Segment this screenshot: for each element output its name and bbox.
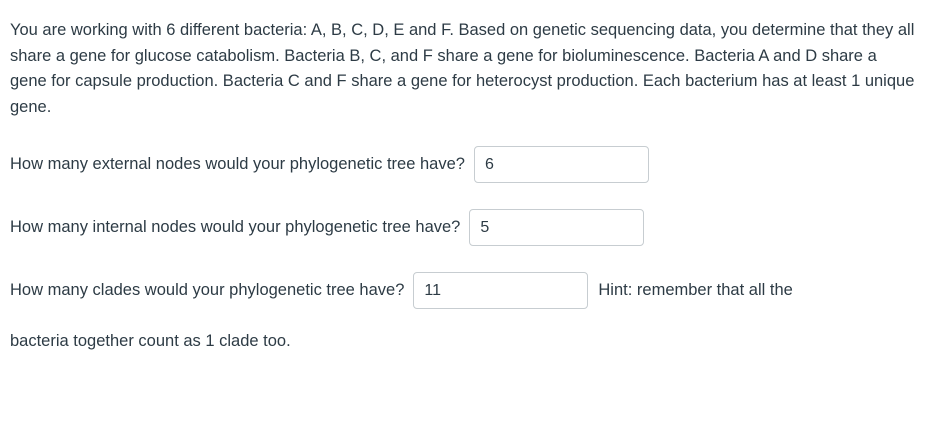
question-label-internal-nodes: How many internal nodes would your phylogenetic tree have? [10,217,461,236]
answer-input-clades[interactable] [413,272,588,309]
question-row-clades [10,272,917,309]
question-label-clades: How many clades would your phylogenetic tree have? [10,280,405,299]
question-label-external-nodes: How many external nodes would your phylogenetic tree have? [10,154,465,173]
question-prompt: You are working with 6 different bacteria: A, B, C, D, E and F. Based on genetic sequencing data, you determine that they all share a gene for glucose catabolism. Bacteria B, C, and F share a gene for bioluminescence. Bacteria A and D share a gene for capsule production. Bacteria C and F share a gene for heterocyst production. Each bacterium has at least 1 unique gene. [10,21,915,116]
question-row-internal-nodes [10,209,917,246]
answer-input-external-nodes[interactable] [474,146,649,183]
clades-hint-continued: bacteria together count as 1 clade too. [10,332,291,351]
answer-input-internal-nodes[interactable] [469,209,644,246]
question-row-external-nodes [10,146,917,183]
clades-hint-text: Hint: remember that all the [598,280,793,299]
